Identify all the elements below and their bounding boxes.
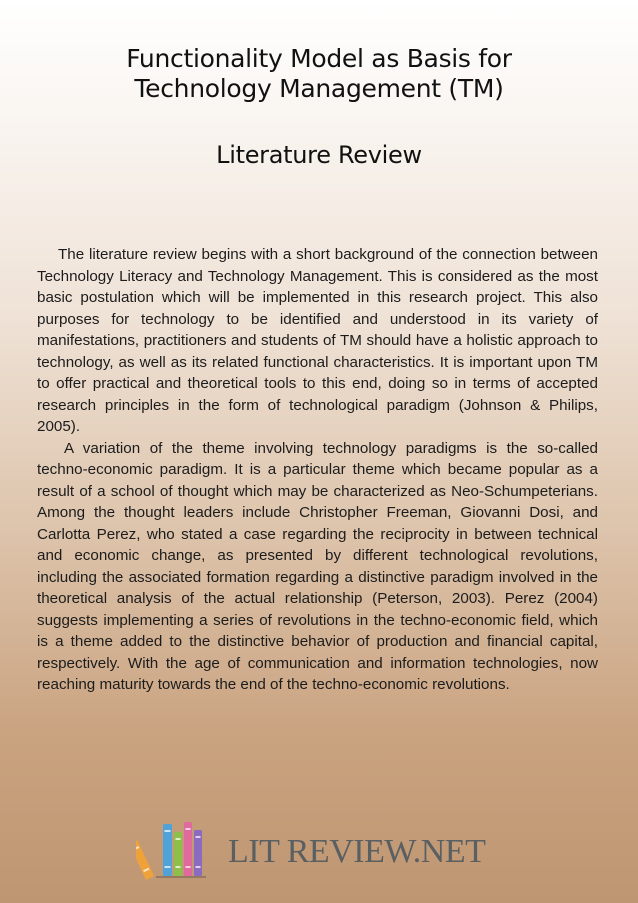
section-heading: Literature Review [216, 141, 422, 169]
site-logo[interactable] [136, 818, 496, 882]
paragraph-1: The literature review begins with a short background of the connection between Technology Literacy and Technology Management. This is considered as the most basic postulation which will be implemented in this research project. This also purposes for technology to be identified and understood in its variety of manifestations, practitioners and students of TM should have a holistic approach to technology, as well as its related functional characteristics. It is important upon TM to offer practical and theoretical tools to this end, doing so in terms of accepted research principles in the form of technological paradigm (Johnson & Philips, 2005). [37, 246, 598, 435]
title-line-1: Functionality Model as Basis for [126, 44, 512, 73]
books-icon [136, 818, 216, 882]
body-text [37, 244, 598, 696]
paragraph-2: A variation of the theme involving technology paradigms is the so-called techno-economic paradigm. It is a particular theme which became popular as a result of a school of thought which may be characterized as Neo-Schumpeterians. Among the thought leaders include Christopher Freeman, Giovanni Dosi, and Carlotta Perez, who stated a case regarding the reciprocity in between technical and economic change, as presented by different technological revolutions, including the associated formation regarding a distinctive paradigm involved in the theoretical analysis of the actual relationship (Peterson, 2003). Perez (2004) suggests implementing a series of revolutions in the techno-economic field, which is a theme added to the distinctive behavior of production and financial capital, respectively. With the age of communication and information technologies, now reaching maturity towards the end of the techno-economic revolutions. [37, 439, 598, 693]
document-title [0, 44, 638, 104]
book-orange [136, 840, 154, 880]
title-line-2: Technology Management (TM) [134, 74, 504, 103]
logo-text: LIT REVIEW.NET [228, 833, 486, 870]
